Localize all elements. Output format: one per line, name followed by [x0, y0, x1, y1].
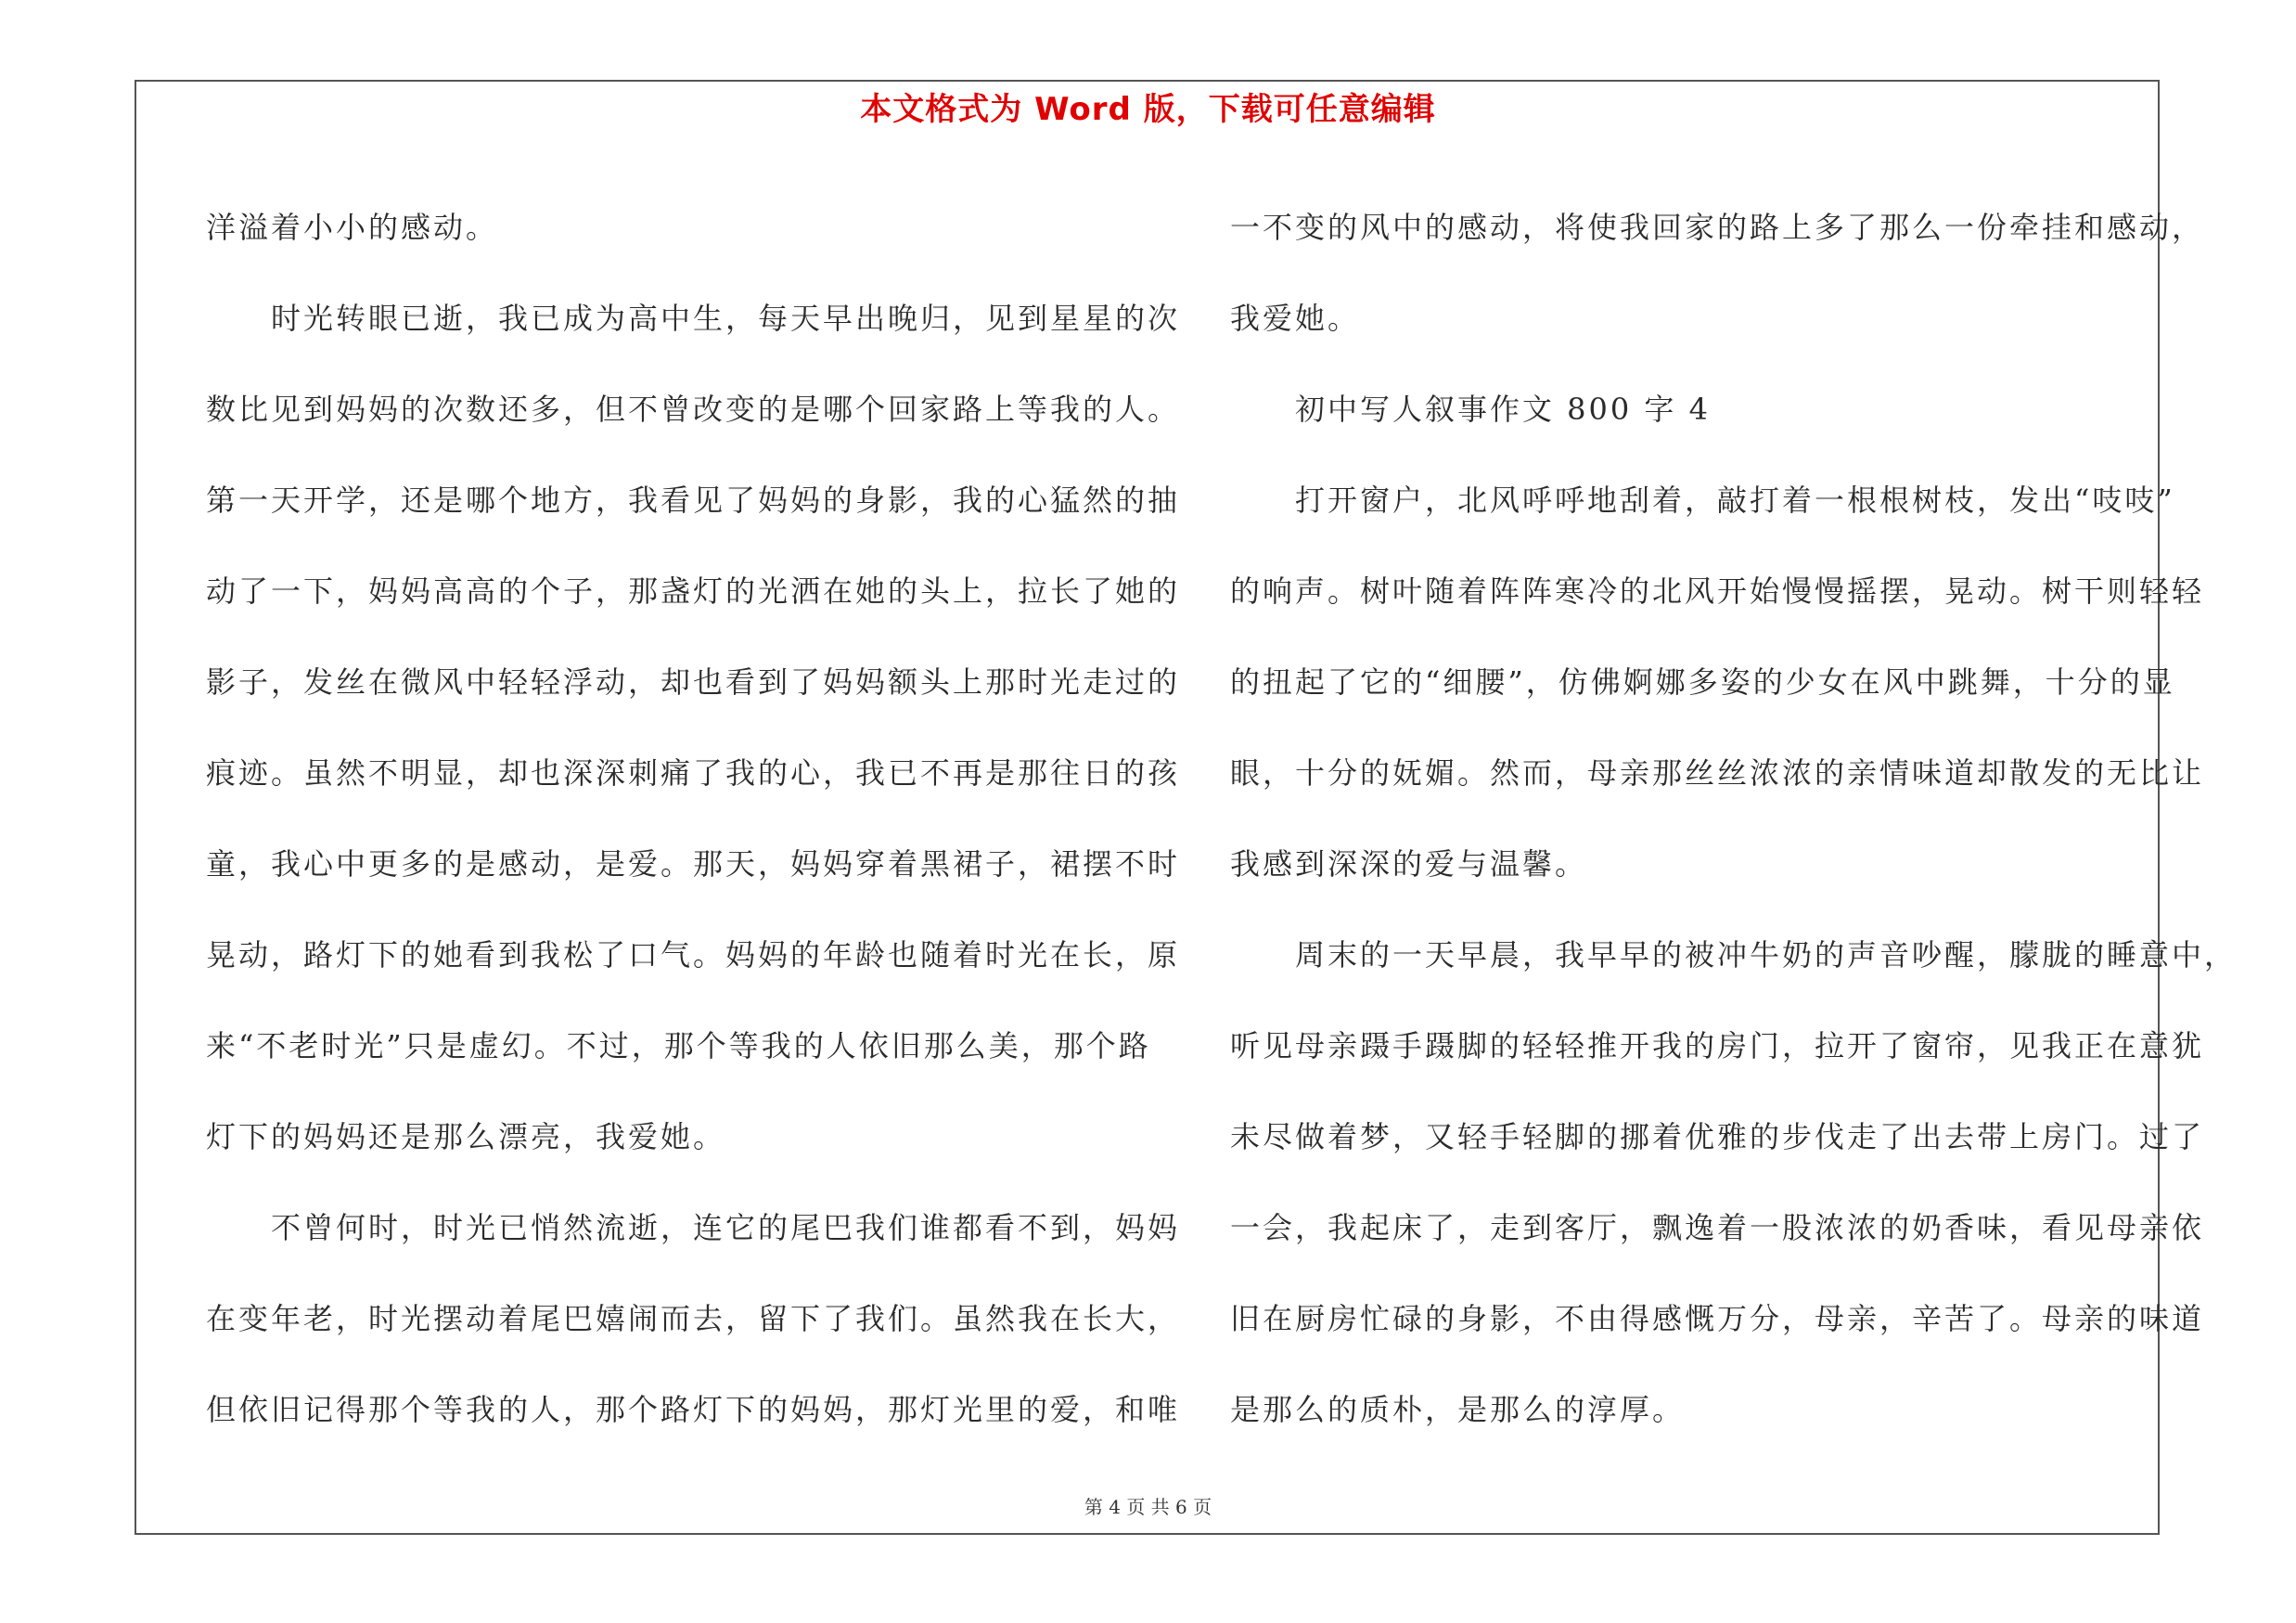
text-line: 但依旧记得那个等我的人，那个路灯下的妈妈，那灯光里的爱，和唯 — [206, 1392, 1181, 1427]
text-line: 打开窗户，北风呼呼地刮着，敲打着一根根树枝，发出“吱吱” — [1295, 483, 2175, 518]
text-line: 听见母亲蹑手蹑脚的轻轻推开我的房门，拉开了窗帘，见我正在意犹 — [1230, 1028, 2205, 1063]
text-line: 数比见到妈妈的次数还多，但不曾改变的是哪个回家路上等我的人。 — [206, 392, 1181, 427]
text-line: 我爱她。 — [1230, 301, 1361, 336]
text-line: 周末的一天早晨，我早早的被冲牛奶的声音吵醒，朦胧的睡意中， — [1295, 937, 2238, 973]
text-line: 灯下的妈妈还是那么漂亮，我爱她。 — [206, 1119, 726, 1154]
left-column — [206, 182, 1181, 1455]
text-line: 在变年老，时光摆动着尾巴嬉闹而去，留下了我们。虽然我在长大， — [206, 1301, 1181, 1336]
text-line: 痕迹。虽然不明显，却也深深刺痛了我的心，我已不再是那往日的孩 — [206, 755, 1181, 791]
text-line: 的扭起了它的“细腰”，仿佛婀娜多姿的少女在风中跳舞，十分的显 — [1230, 664, 2175, 700]
text-line: 未尽做着梦，又轻手轻脚的挪着优雅的步伐走了出去带上房门。过了 — [1230, 1119, 2205, 1154]
text-line: 不曾何时，时光已悄然流逝，连它的尾巴我们谁都看不到，妈妈 — [271, 1210, 1181, 1245]
header-banner: 本文格式为 Word 版，下载可任意编辑 — [860, 91, 1436, 128]
text-line: 的响声。树叶随着阵阵寒冷的北风开始慢慢摇摆，晃动。树干则轻轻 — [1230, 573, 2205, 609]
text-line: 影子，发丝在微风中轻轻浮动，却也看到了妈妈额头上那时光走过的 — [206, 664, 1181, 700]
text-line: 第一天开学，还是哪个地方，我看见了妈妈的身影，我的心猛然的抽 — [206, 483, 1181, 518]
text-line: 一不变的风中的感动，将使我回家的路上多了那么一份牵挂和感动， — [1230, 210, 2205, 245]
text-line: 洋溢着小小的感动。 — [206, 210, 499, 245]
page-indicator: 第 4 页 共 6 页 — [1084, 1496, 1212, 1518]
text-line: 来“不老时光”只是虚幻。不过，那个等我的人依旧那么美，那个路 — [206, 1028, 1151, 1063]
text-line: 晃动，路灯下的她看到我松了口气。妈妈的年龄也随着时光在长，原 — [206, 937, 1181, 973]
right-column — [1230, 182, 2238, 1455]
text-line: 眼，十分的妩媚。然而，母亲那丝丝浓浓的亲情味道却散发的无比让 — [1230, 755, 2205, 791]
text-line: 童，我心中更多的是感动，是爱。那天，妈妈穿着黑裙子，裙摆不时 — [206, 846, 1181, 882]
text-line: 时光转眼已逝，我已成为高中生，每天早出晚归，见到星星的次 — [271, 301, 1181, 336]
section-heading: 初中写人叙事作文 800 字 4 — [1295, 392, 1711, 427]
text-line: 一会，我起床了，走到客厅，飘逸着一股浓浓的奶香味，看见母亲依 — [1230, 1210, 2205, 1245]
text-line: 是那么的质朴，是那么的淳厚。 — [1230, 1392, 1686, 1427]
text-line: 旧在厨房忙碌的身影，不由得感慨万分，母亲，辛苦了。母亲的味道 — [1230, 1301, 2205, 1336]
text-line: 我感到深深的爱与温馨。 — [1230, 846, 1588, 882]
text-line: 动了一下，妈妈高高的个子，那盏灯的光洒在她的头上，拉长了她的 — [206, 573, 1181, 609]
